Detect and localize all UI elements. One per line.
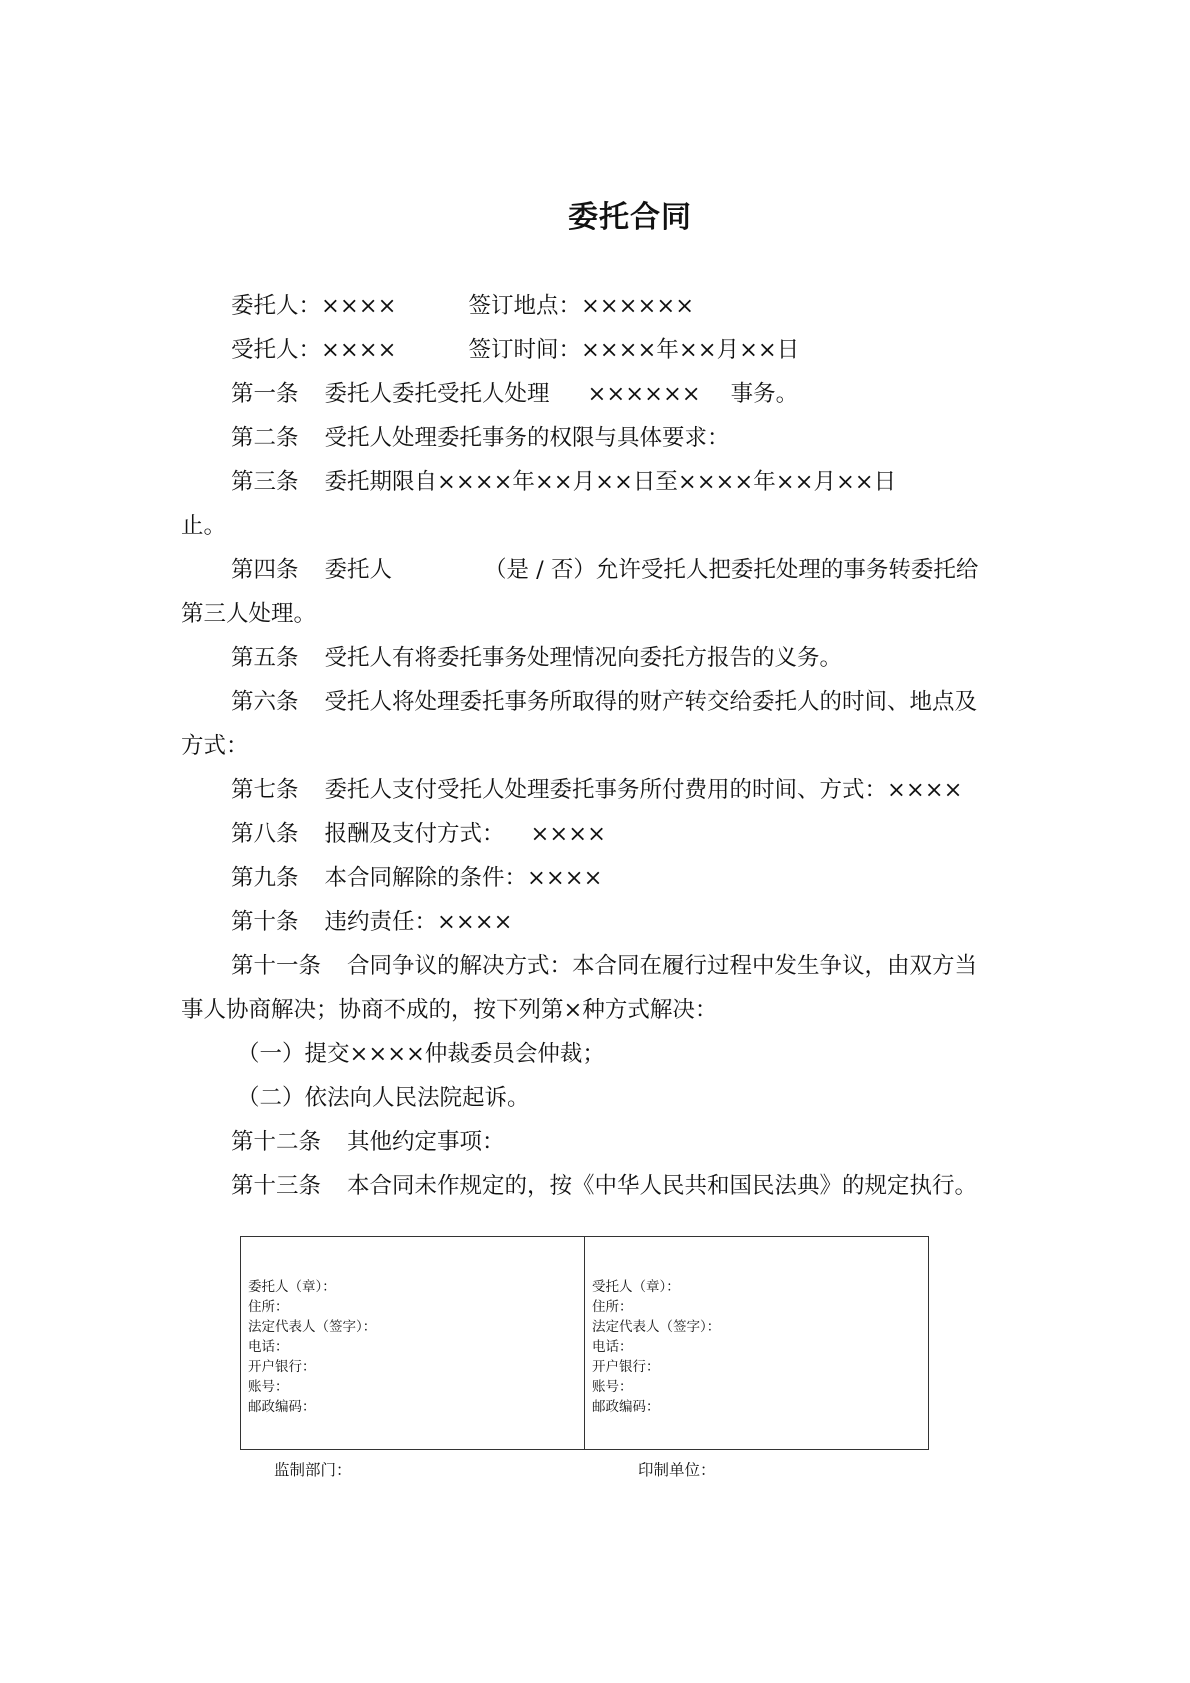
clause-11-option-1: （一）提交××××仲裁委员会仲裁； — [237, 1041, 605, 1067]
clause-11-text: 合同争议的解决方式：本合同在履行过程中发生争议，由双方当 — [347, 953, 978, 979]
clause-4-number: 第四条 — [231, 557, 299, 583]
clause-9-number: 第九条 — [231, 865, 299, 891]
principal-representative-label: 法定代表人（签字）： — [248, 1319, 377, 1335]
clause-1-blank: ×××××× — [587, 381, 701, 407]
clause-5-text: 受托人有将委托事务处理情况向委托方报告的义务。 — [324, 645, 843, 671]
contract-body — [181, 284, 1017, 1208]
clause-1-text-end: 事务。 — [730, 381, 799, 407]
agent-value: ×××× — [321, 337, 397, 363]
clause-11-continuation: 事人协商解决；协商不成的，按下列第×种方式解决： — [181, 997, 718, 1023]
clause-8-value: ×××× — [530, 821, 606, 847]
clause-13-number: 第十三条 — [231, 1173, 322, 1199]
clause-8 — [181, 812, 1017, 856]
clause-10-number: 第十条 — [231, 909, 299, 935]
clause-7 — [181, 768, 1017, 812]
clause-4-text-end: （是 / 否）允许受托人把委托处理的事务转委托给 — [484, 557, 979, 583]
clause-11-number: 第十一条 — [231, 953, 322, 979]
agent-label: 受托人： — [231, 337, 322, 363]
clause-1 — [181, 372, 1017, 416]
clause-2-text: 受托人处理委托事务的权限与具体要求： — [324, 425, 730, 451]
agent-address-label: 住所： — [592, 1299, 633, 1315]
clause-1-text: 委托人委托受托人处理 — [324, 381, 550, 407]
clause-4-continuation: 第三人处理。 — [181, 601, 317, 627]
clause-1-number: 第一条 — [231, 381, 299, 407]
clause-5 — [181, 636, 1017, 680]
clause-12 — [181, 1120, 1017, 1164]
principal-line — [181, 284, 1017, 328]
clause-3-continuation: 止。 — [181, 513, 227, 539]
clause-4-text: 委托人 — [324, 557, 393, 583]
clause-10 — [181, 900, 1017, 944]
signing-place-value: ×××××× — [580, 293, 695, 319]
clause-6 — [181, 680, 1017, 724]
agent-postcode-label: 邮政编码： — [592, 1399, 660, 1415]
principal-value: ×××× — [321, 293, 397, 319]
principal-label: 委托人： — [231, 293, 322, 319]
clause-3 — [181, 460, 1017, 504]
clause-5-number: 第五条 — [231, 645, 299, 671]
principal-bank-label: 开户银行： — [248, 1359, 316, 1375]
clause-6-number: 第六条 — [231, 689, 299, 715]
agent-phone-label: 电话： — [592, 1339, 633, 1355]
principal-signature-block — [241, 1237, 584, 1449]
clause-11-option-2: （二）依法向人民法院起诉。 — [237, 1085, 530, 1111]
signing-time-value: ××××年××月××日 — [580, 337, 800, 363]
clause-6-continuation: 方式： — [181, 733, 249, 759]
signing-time-label: 签订时间： — [468, 337, 581, 363]
clause-12-number: 第十二条 — [231, 1129, 322, 1155]
clause-3-text: 委托期限自××××年××月××日至××××年××月××日 — [324, 469, 897, 495]
principal-postcode-label: 邮政编码： — [248, 1399, 316, 1415]
clause-8-text: 报酬及支付方式： — [324, 821, 505, 847]
agent-bank-label: 开户银行： — [592, 1359, 660, 1375]
clause-7-number: 第七条 — [231, 777, 299, 803]
principal-phone-label: 电话： — [248, 1339, 289, 1355]
clause-12-text: 其他约定事项： — [347, 1129, 505, 1155]
clause-6-text: 受托人将处理委托事务所取得的财产转交给委托人的时间、地点及 — [324, 689, 978, 715]
supervisor-label: 监制部门： — [274, 1461, 352, 1479]
clause-13-text: 本合同未作规定的，按《中华人民共和国民法典》的规定执行。 — [347, 1173, 978, 1199]
signing-place-label: 签订地点： — [468, 293, 581, 319]
principal-account-label: 账号： — [248, 1379, 289, 1395]
clause-3-number: 第三条 — [231, 469, 299, 495]
clause-4 — [181, 548, 1017, 592]
agent-line — [181, 328, 1017, 372]
signature-table — [240, 1236, 929, 1450]
clause-2 — [181, 416, 1017, 460]
document-title: 委托合同 — [568, 200, 692, 235]
agent-signature-block — [584, 1237, 928, 1449]
agent-seal-label: 受托人（章）： — [592, 1279, 680, 1295]
clause-11 — [181, 944, 1017, 988]
clause-2-number: 第二条 — [231, 425, 299, 451]
clause-7-text: 委托人支付受托人处理委托事务所付费用的时间、方式：×××× — [324, 777, 963, 803]
printer-label: 印制单位： — [638, 1461, 716, 1479]
agent-representative-label: 法定代表人（签字）： — [592, 1319, 721, 1335]
principal-seal-label: 委托人（章）： — [248, 1279, 336, 1295]
agent-account-label: 账号： — [592, 1379, 633, 1395]
principal-address-label: 住所： — [248, 1299, 289, 1315]
clause-9-text: 本合同解除的条件：×××× — [324, 865, 603, 891]
clause-9 — [181, 856, 1017, 900]
clause-10-text: 违约责任：×××× — [324, 909, 513, 935]
clause-8-number: 第八条 — [231, 821, 299, 847]
clause-13 — [181, 1164, 1017, 1208]
